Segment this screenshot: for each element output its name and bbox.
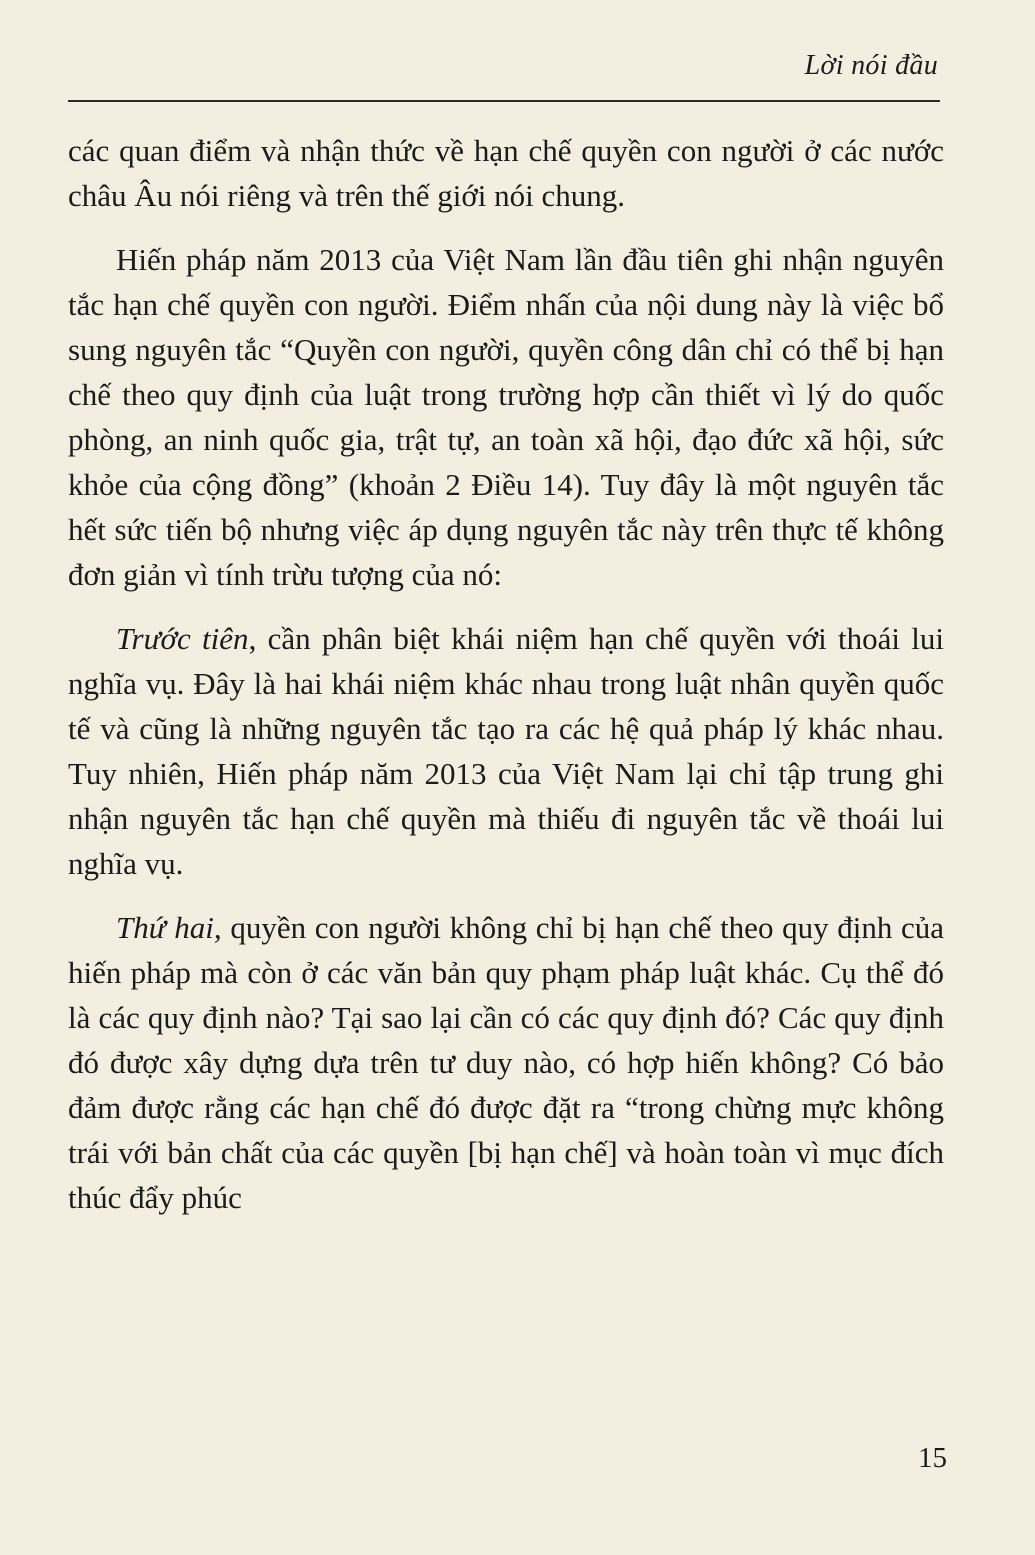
paragraph-second-point: [68, 905, 944, 1220]
paragraph-continuation: [68, 128, 944, 218]
page-number: 15: [918, 1442, 947, 1474]
paragraph-text: Hiến pháp năm 2013 của Việt Nam lần đầu tiên ghi nhận nguyên tắc hạn chế quyền con người. Điểm nhấn của nội dung này là việc bổ sung nguyên tắc “Quyền con người, quyền công dân chỉ có thể bị hạn chế theo quy định của luật trong trường hợp cần thiết vì lý do quốc phòng, an ninh quốc gia, trật tự, an toàn xã hội, đạo đức xã hội, sức khỏe của cộng đồng” (khoản 2 Điều 14). Tuy đây là một nguyên tắc hết sức tiến bộ nhưng việc áp dụng nguyên tắc này trên thực tế không đơn giản vì tính trừu tượng của nó:: [68, 242, 944, 592]
paragraph-first-point: [68, 616, 944, 886]
running-header: [68, 40, 940, 102]
body-text: [68, 128, 944, 1239]
paragraph-lead: Thứ hai,: [116, 910, 222, 945]
paragraph-text: các quan điểm và nhận thức về hạn chế quyền con người ở các nước châu Âu nói riêng và trên thế giới nói chung.: [68, 133, 944, 213]
running-title: Lời nói đầu: [804, 50, 938, 81]
paragraph-constitution-2013: [68, 237, 944, 597]
paragraph-text: , cần phân biệt khái niệm hạn chế quyền với thoái lui nghĩa vụ. Đây là hai khái niệm khác nhau trong luật nhân quyền quốc tế và cũng là những nguyên tắc tạo ra các hệ quả pháp lý khác nhau. Tuy nhiên, Hiến pháp năm 2013 của Việt Nam lại chỉ tập trung ghi nhận nguyên tắc hạn chế quyền mà thiếu đi nguyên tắc về thoái lui nghĩa vụ.: [68, 621, 945, 881]
paragraph-text: quyền con người không chỉ bị hạn chế theo quy định của hiến pháp mà còn ở các văn bản quy phạm pháp luật khác. Cụ thể đó là các quy định nào? Tại sao lại cần có các quy định đó? Các quy định đó được xây dựng dựa trên tư duy nào, có hợp hiến không? Có bảo đảm được rằng các hạn chế đó được đặt ra “trong chừng mực không trái với bản chất của các quyền [bị hạn chế] và hoàn toàn vì mục đích thúc đẩy phúc: [68, 910, 945, 1215]
paragraph-lead: Trước tiên: [116, 621, 249, 656]
